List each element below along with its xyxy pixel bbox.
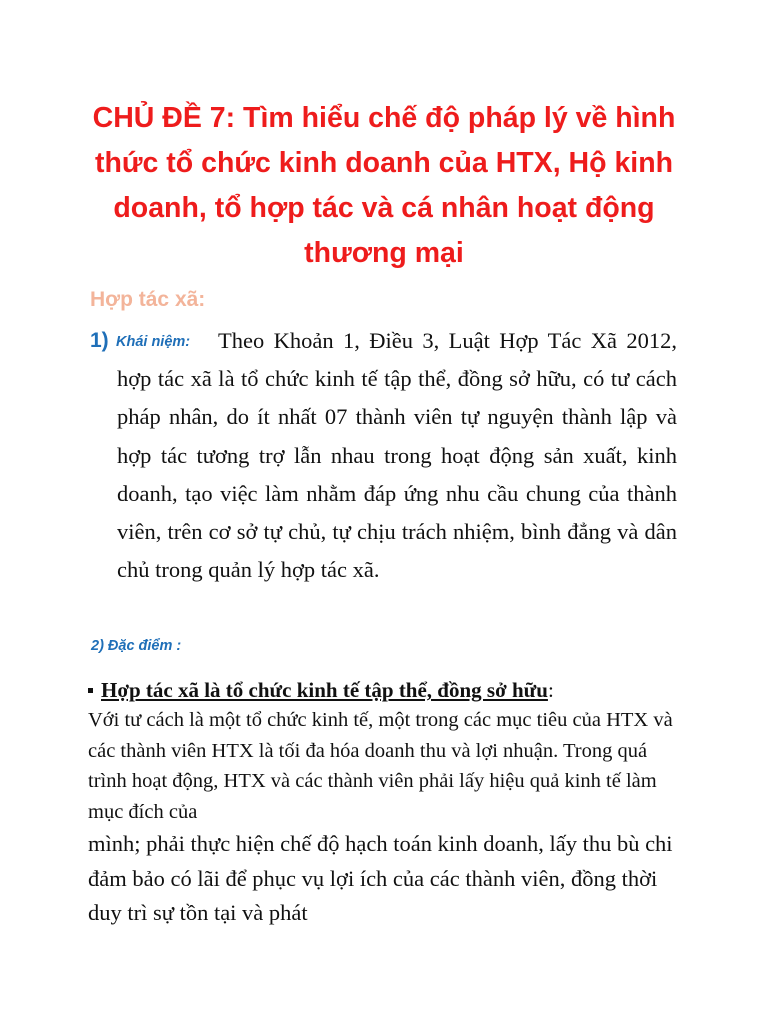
bullet-heading-line xyxy=(88,675,688,705)
definition-label: Khái niệm: xyxy=(116,334,191,350)
characteristic-bullet xyxy=(88,675,688,931)
bullet-text-part1: Với tư cách là một tổ chức kinh tế, một trong các mục tiêu của HTX và các thành viên HTX là tối đa hóa doanh thu và lợi nhuận. Trong quá trình hoạt động, HTX và các thành viên phải lấy hiệu quả kinh tế làm mục đích của xyxy=(88,709,673,823)
bullet-text-part2: mình; phải thực hiện chế độ hạch toán kinh doanh, lấy thu bù chi đảm bảo có lãi để phục vụ lợi ích của các thành viên, đồng thời duy trì sự tồn tại và phát xyxy=(88,831,673,925)
characteristics-heading: 2) Đặc điểm : xyxy=(91,638,182,654)
bullet-marker xyxy=(88,688,93,693)
section-heading: Hợp tác xã: xyxy=(90,288,206,311)
definition-number: 1) xyxy=(90,329,109,352)
bullet-title: Hợp tác xã là tổ chức kinh tế tập thể, đồng sở hữu xyxy=(101,678,548,702)
document-title: CHỦ ĐỀ 7: Tìm hiểu chế độ pháp lý về hình thức tổ chức kinh doanh của HTX, Hộ kinh doanh, tổ hợp tác và cá nhân hoạt động thương mại xyxy=(92,102,676,269)
definition-text: Theo Khoản 1, Điều 3, Luật Hợp Tác Xã 2012, hợp tác xã là tổ chức kinh tế tập thể, đồng sở hữu, có tư cách pháp nhân, do ít nhất 07 thành viên tự nguyện thành lập và hợp tác tương trợ lẫn nhau trong hoạt động sản xuất, kinh doanh, tạo việc làm nhằm đáp ứng nhu cầu chung của thành viên, trên cơ sở tự chủ, tự chịu trách nhiệm, bình đẳng và dân chủ trong quản lý hợp tác xã. xyxy=(117,328,677,583)
bullet-colon: : xyxy=(547,678,554,702)
